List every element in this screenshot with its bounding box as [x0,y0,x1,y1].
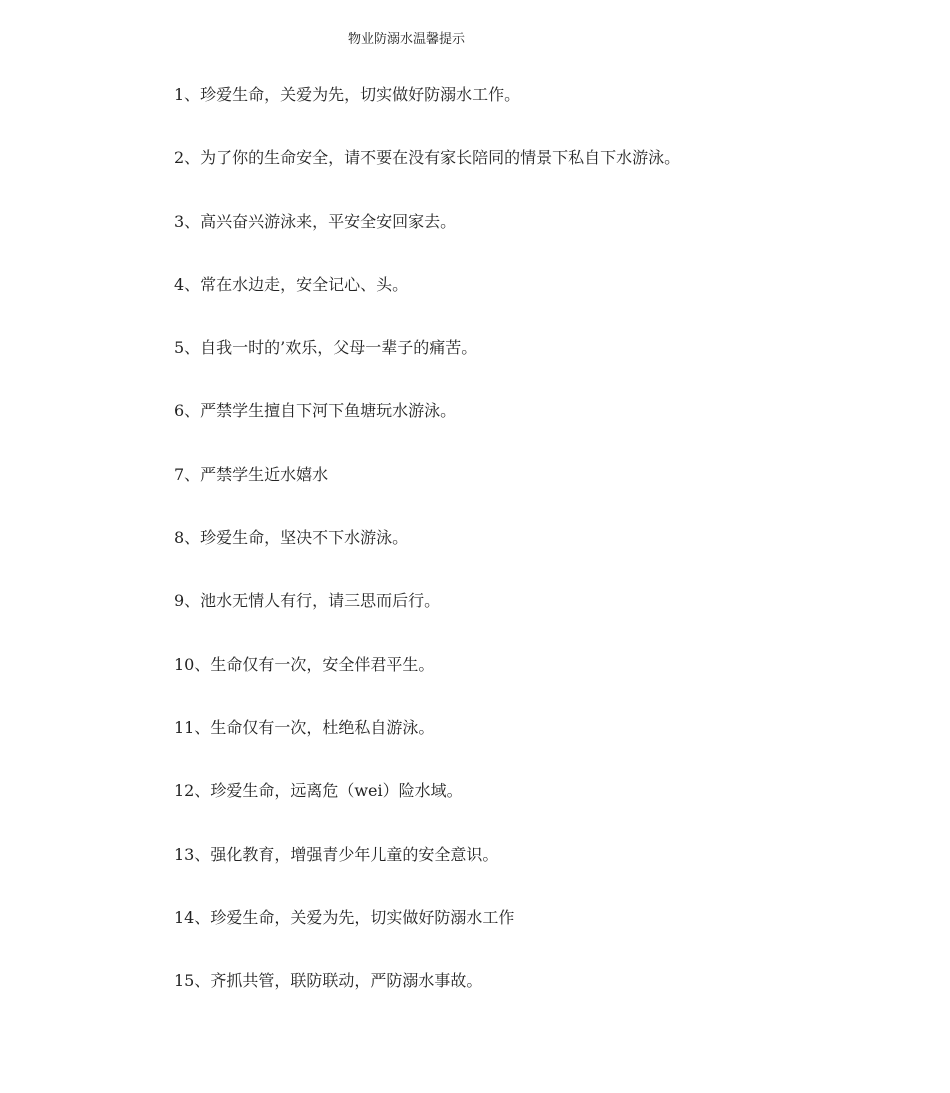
tip-item-15: 15、齐抓共管，联防联动，严防溺水事故。 [174,971,483,991]
tip-item-4: 4、常在水边走，安全记心、头。 [174,274,409,294]
document-title: 物业防溺水温馨提示 [348,32,466,47]
tip-item-11: 11、生命仅有一次，杜绝私自游泳。 [174,717,435,737]
tip-item-3: 3、高兴奋兴游泳来，平安全安回家去。 [174,211,457,231]
tip-item-14: 14、珍爱生命，关爱为先，切实做好防溺水工作 [174,907,515,927]
tip-item-10: 10、生命仅有一次，安全伴君平生。 [174,654,435,674]
tip-item-5: 5、自我一时的’欢乐，父母一辈子的痛苦。 [174,338,478,358]
tip-item-8: 8、珍爱生命，坚决不下水游泳。 [174,528,409,548]
tip-list [174,83,680,1032]
tip-item-13: 13、强化教育，增强青少年儿童的安全意识。 [174,844,499,864]
tip-item-9: 9、池水无情人有行，请三思而后行。 [174,591,441,611]
tip-item-7: 7、严禁学生近水嬉水 [174,464,329,484]
tip-item-1: 1、珍爱生命，关爱为先，切实做好防溺水工作。 [174,85,521,104]
tip-item-12: 12、珍爱生命，远离危（wei）险水域。 [174,781,463,801]
tip-item-2: 2、为了你的生命安全，请不要在没有家长陪同的情景下私自下水游泳。 [174,148,681,168]
tip-item-6: 6、严禁学生擅自下河下鱼塘玩水游泳。 [174,401,457,421]
